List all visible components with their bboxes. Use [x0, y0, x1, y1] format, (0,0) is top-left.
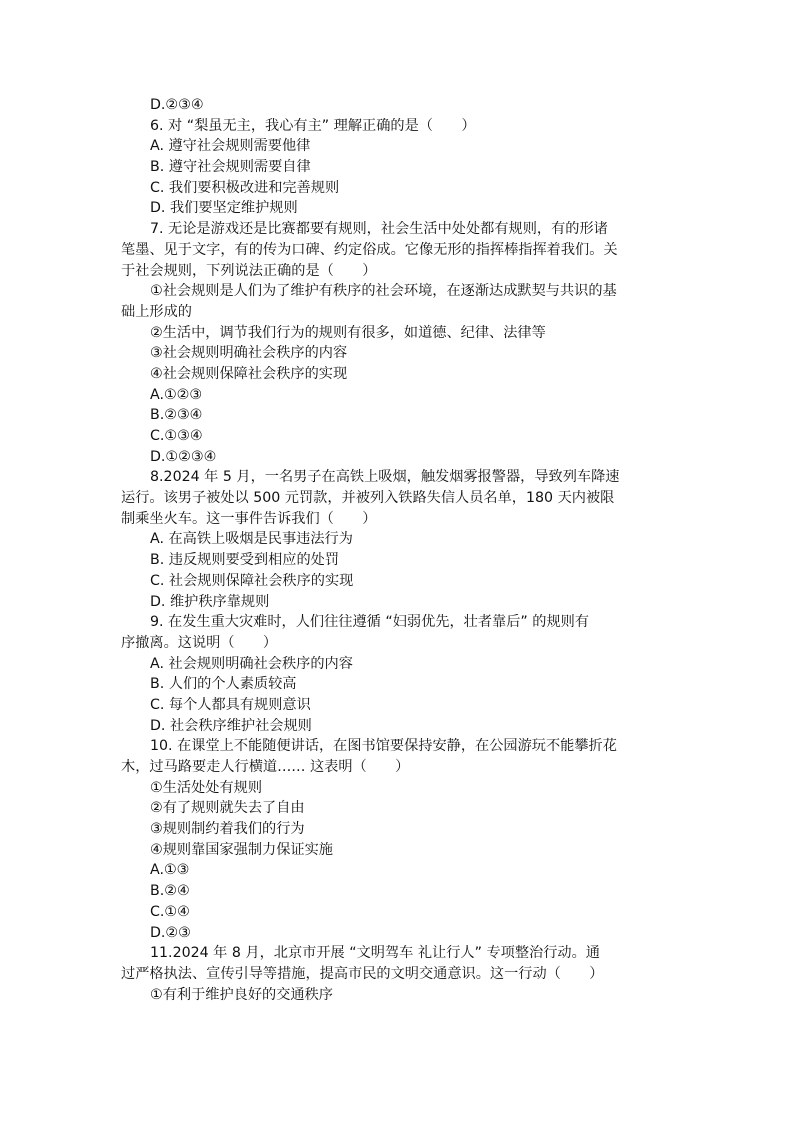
text-line: 于社会规则，下列说法正确的是（ ） [121, 262, 377, 279]
text-line: A. 社会规则明确社会秩序的内容 [150, 655, 353, 672]
text-line: D.①②③④ [150, 448, 217, 465]
text-line: A.①③ [150, 862, 190, 879]
text-line: D.②③ [150, 924, 191, 941]
text-line: 序撤离。这说明（ ） [121, 634, 278, 651]
text-line: ④社会规则保障社会秩序的实现 [150, 365, 348, 382]
text-line: 过严格执法、宣传引导等措施，提高市民的文明交通意识。这一行动（ ） [121, 965, 604, 982]
text-line: C.①③④ [150, 428, 203, 444]
text-line: 笔墨、见于文字，有的传为口碑、约定俗成。它像无形的指挥棒指挥着我们。关 [121, 241, 618, 258]
text-line: A. 在高铁上吸烟是民事违法行为 [150, 531, 353, 548]
text-line: ②有了规则就失去了自由 [150, 800, 305, 817]
text-line: 9. 在发生重大灾难时，人们往往遵循 “妇弱优先，壮者靠后” 的规则有 [150, 614, 590, 631]
text-line: 8.2024 年 5 月，一名男子在高铁上吸烟，触发烟雾报警器，导致列车降速 [150, 469, 620, 486]
text-line: ①社会规则是人们为了维护有秩序的社会环境，在逐渐达成默契与共识的基 [150, 283, 617, 300]
text-line: 7. 无论是游戏还是比赛都要有规则，社会生活中处处都有规则，有的形诸 [150, 221, 608, 238]
text-line: B.②③④ [150, 407, 203, 424]
text-line: B.②④ [150, 883, 190, 900]
text-line: D.②③④ [150, 97, 204, 113]
text-line: C. 我们要积极改进和完善规则 [150, 179, 340, 196]
text-line: D. 我们要坚定维护规则 [150, 200, 298, 217]
text-line: A. 遵守社会规则需要他律 [150, 138, 311, 155]
text-line: C.①④ [150, 903, 190, 920]
text-line: ①有利于维护良好的交通秩序 [150, 986, 333, 1003]
text-line: B. 人们的个人素质较高 [150, 676, 297, 693]
text-line: 木，过马路要走人行横道…… 这表明（ ） [121, 759, 410, 775]
text-line: C. 每个人都具有规则意识 [150, 696, 311, 713]
text-line: 运行。该男子被处以 500 元罚款，并被列入铁路失信人员名单，180 天内被限 [121, 490, 615, 507]
text-line: C. 社会规则保障社会秩序的实现 [150, 572, 354, 589]
text-line: A.①②③ [150, 386, 203, 403]
text-line: 6. 对 “梨虽无主，我心有主” 理解正确的是（ ） [150, 117, 476, 134]
text-line: 础上形成的 [121, 303, 192, 320]
document-body [121, 95, 675, 1005]
text-line: B. 遵守社会规则需要自律 [150, 159, 311, 176]
text-line: B. 违反规则要受到相应的处罚 [150, 552, 340, 569]
text-line: ①生活处处有规则 [150, 779, 263, 796]
text-line: D. 社会秩序维护社会规则 [150, 717, 312, 734]
text-line: 11.2024 年 8 月，北京市开展 “文明驾车 礼让行人” 专项整治行动。通 [150, 945, 600, 962]
text-line: ③规则制约着我们的行为 [150, 821, 305, 838]
text-line: ②生活中，调节我们行为的规则有很多，如道德、纪律、法律等 [150, 324, 546, 341]
text-line: ④规则靠国家强制力保证实施 [150, 841, 333, 858]
text-line: 制乘坐火车。这一事件告诉我们（ ） [121, 510, 377, 527]
text-line: 10. 在课堂上不能随便讲话，在图书馆要保持安静，在公园游玩不能攀折花 [150, 738, 617, 755]
text-line: D. 维护秩序靠规则 [150, 593, 270, 610]
text-line: ③社会规则明确社会秩序的内容 [150, 345, 348, 362]
